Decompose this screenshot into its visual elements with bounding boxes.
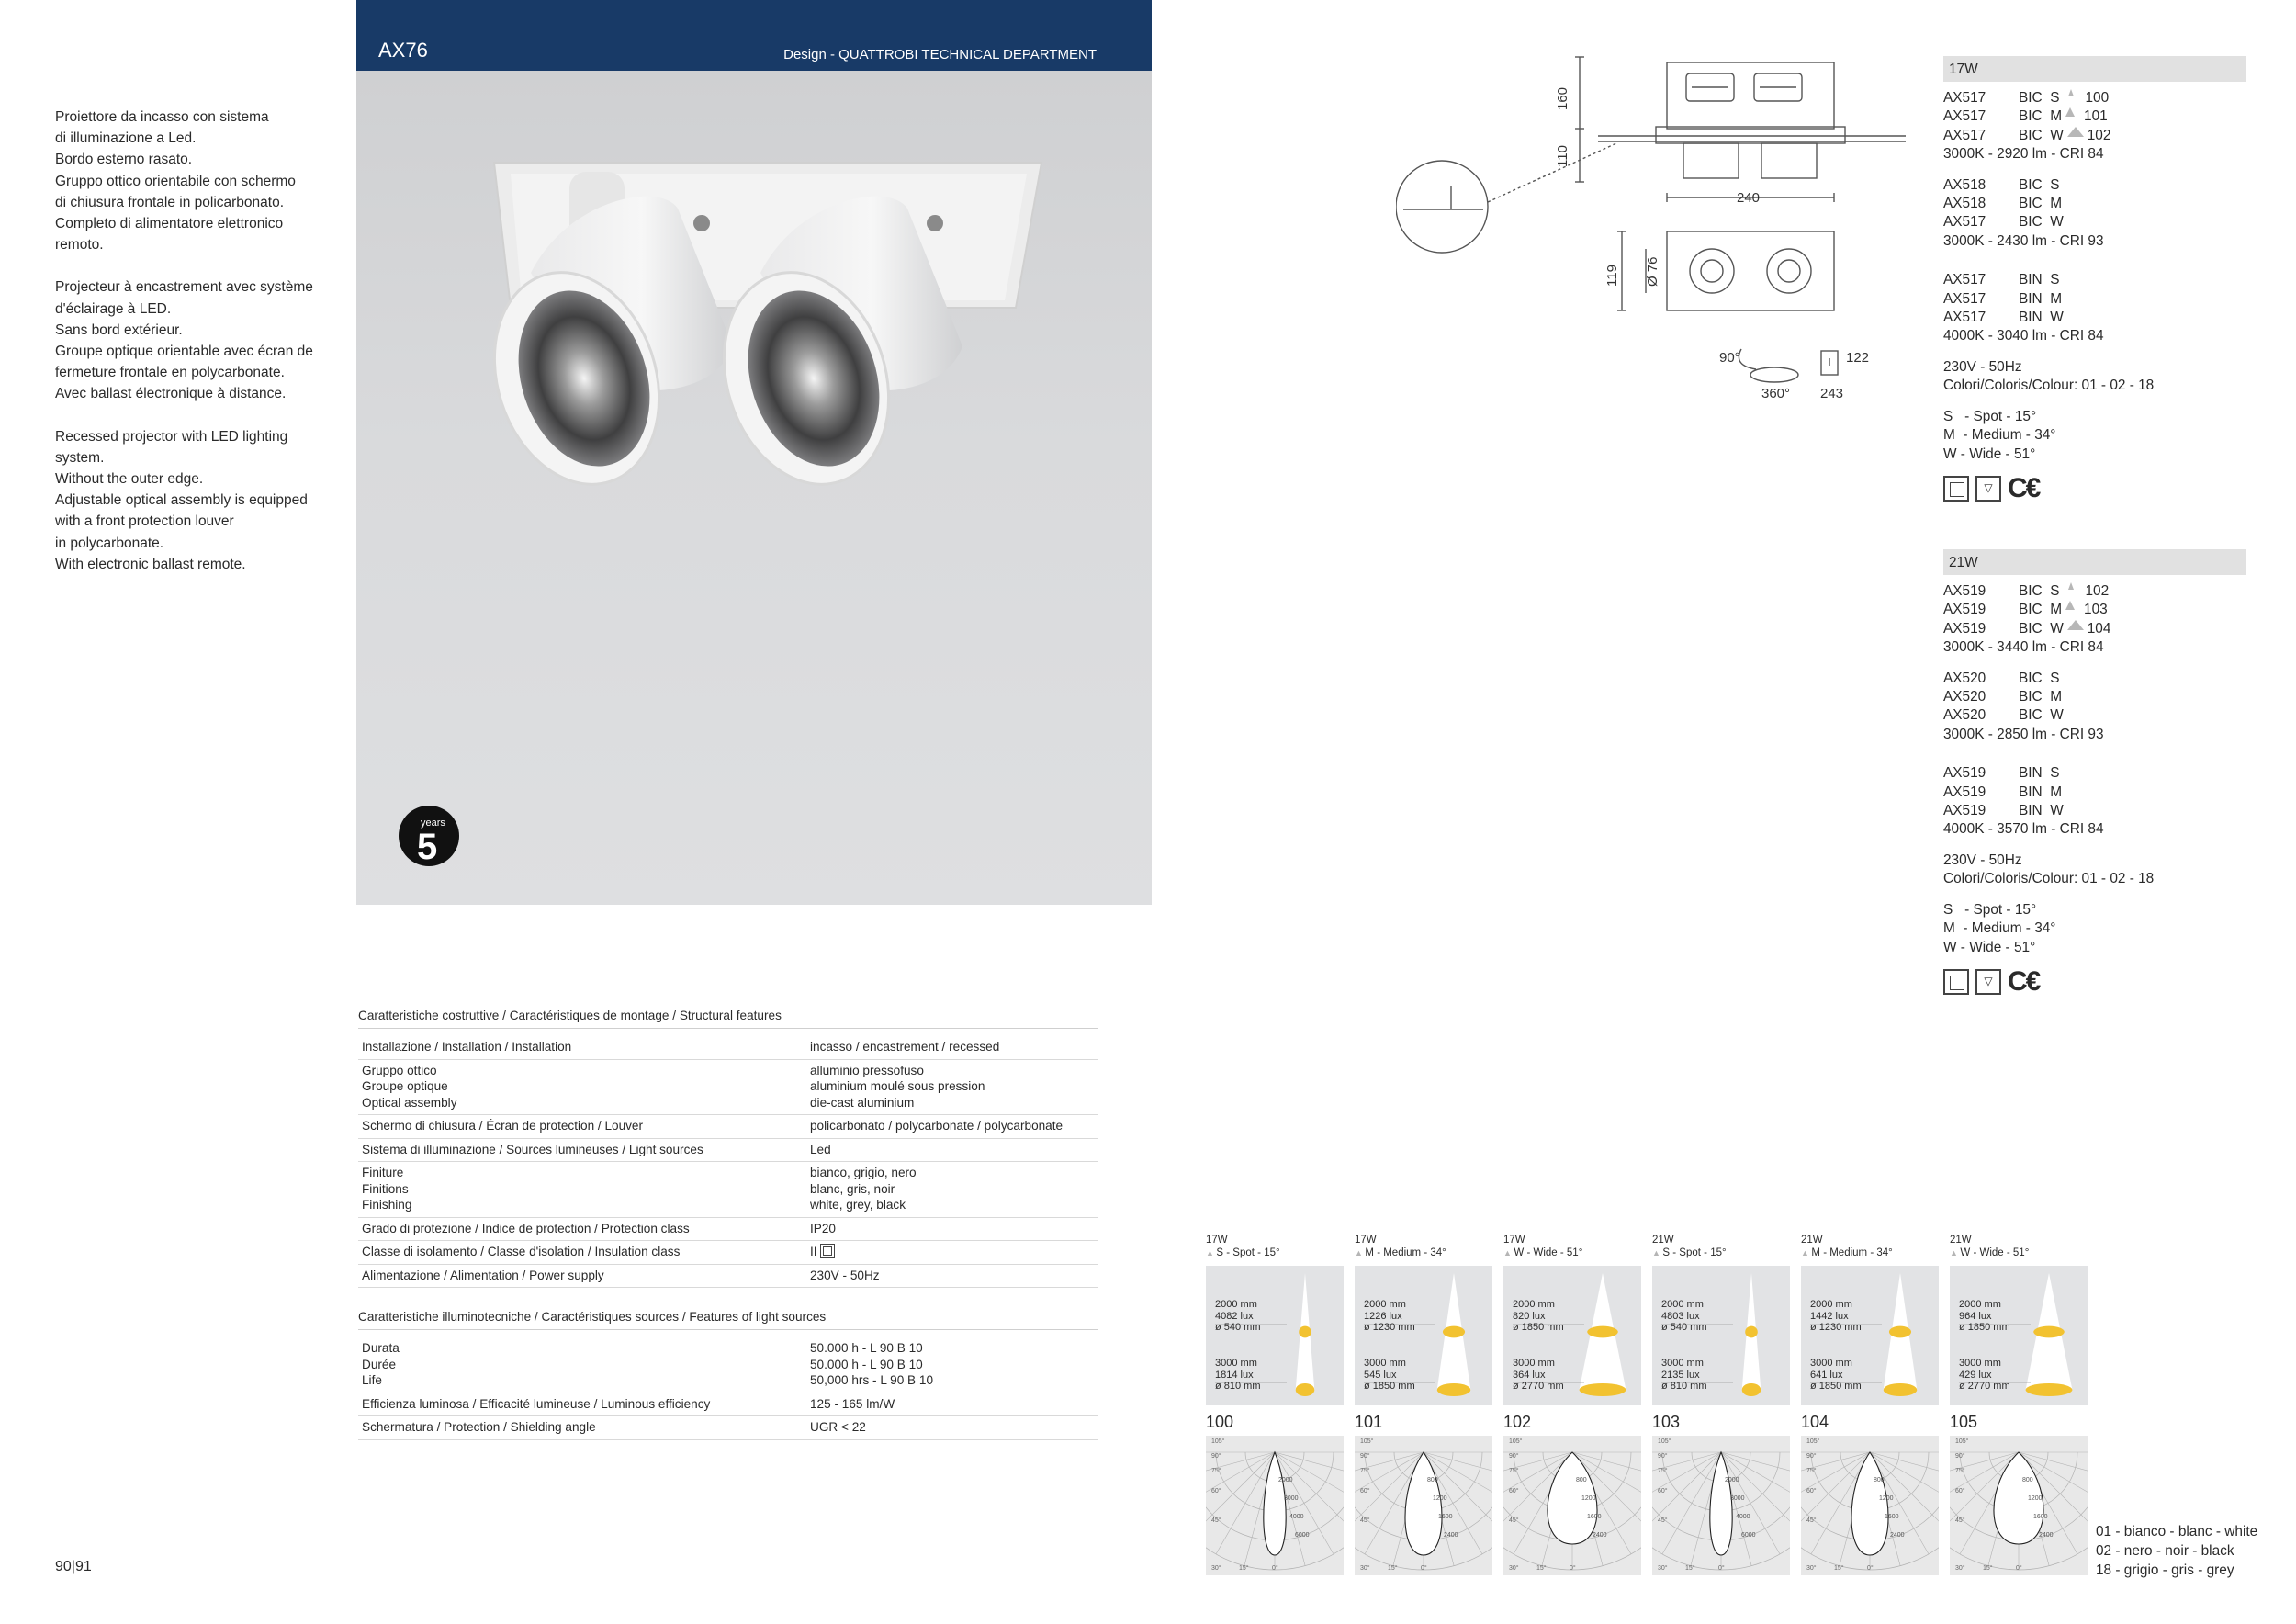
polar-angle-label: 75° xyxy=(1211,1468,1221,1474)
beam-distance-2: 3000 mm 429 lux ø 2770 mm xyxy=(1959,1358,2010,1392)
polar-diagram xyxy=(1503,1436,1641,1575)
polar-angle-label: 45° xyxy=(1509,1517,1519,1524)
beam-wide: W - Wide - 51° xyxy=(1943,445,2036,462)
polar-scale-label: 800 xyxy=(1576,1477,1587,1483)
spec-21w xyxy=(1943,549,2246,995)
table-row xyxy=(358,1036,1098,1060)
luminaire-illustration xyxy=(356,71,1152,905)
beam-spot: S - Spot - 15° xyxy=(1943,901,2037,918)
polar-angle-label: 105° xyxy=(1509,1438,1523,1445)
f-mark-icon: ▽ xyxy=(1975,969,2001,995)
double-insulation-icon xyxy=(1943,476,1969,502)
polar-scale-label: 3000 xyxy=(1284,1495,1299,1502)
row-value: 230V - 50Hz xyxy=(810,1268,880,1282)
row-key: Alimentazione / Alimentation / Power supply xyxy=(362,1268,604,1282)
triangle-icon: ▲ xyxy=(1950,1247,1961,1257)
beam-legend xyxy=(1943,408,2246,464)
model-line: AX519 BIC W 104 xyxy=(1943,620,2111,637)
row-key: Schermatura / Protection / Shielding angle xyxy=(362,1420,596,1434)
model-line: AX519 BIN S xyxy=(1943,765,2060,782)
spec-group xyxy=(1943,271,2246,346)
polar-scale-label: 6000 xyxy=(1295,1532,1310,1539)
row-value: incasso / encastrement / recessed xyxy=(810,1040,1000,1054)
model-line: AX517 BIN W xyxy=(1943,310,2064,326)
table-row xyxy=(358,1241,1098,1265)
product-description xyxy=(55,107,331,596)
beam-wide: W - Wide - 51° xyxy=(1943,939,2036,955)
beam-code: 104 xyxy=(1801,1413,1829,1431)
light-spot xyxy=(1587,1326,1618,1338)
structural-title: Caratteristiche costruttive / Caractéristiques de montage / Structural features xyxy=(358,1009,1098,1029)
beam-card xyxy=(1950,1235,2088,1575)
row-key: Classe di isolamento / Classe d'isolation / Insulation class xyxy=(362,1245,681,1258)
spec-group xyxy=(1943,670,2246,745)
model-line: AX517 BIC M 101 xyxy=(1943,108,2108,125)
colour-white: 01 - bianco - blanc - white xyxy=(2096,1524,2258,1539)
beam-header xyxy=(1503,1235,1641,1264)
polar-scale-label: 2400 xyxy=(1593,1532,1607,1539)
polar-angle-label: 105° xyxy=(1658,1438,1671,1445)
warranty-badge xyxy=(399,806,459,867)
table-row xyxy=(358,1265,1098,1289)
row-key: Schermo di chiusura / Écran de protection / Louver xyxy=(362,1119,644,1133)
group-note: 3000K - 2430 lm - CRI 93 xyxy=(1943,232,2104,249)
row-value: policarbonato / polycarbonate / polycarbonate xyxy=(810,1119,1064,1133)
model-line: AX517 BIC W 102 xyxy=(1943,127,2111,143)
product-code: AX76 xyxy=(378,39,428,62)
polar-angle-label: 90° xyxy=(1509,1453,1519,1460)
power-supply: 230V - 50Hz xyxy=(1943,851,2022,868)
beam-diagram xyxy=(1801,1266,1939,1405)
light-spot xyxy=(1742,1383,1761,1396)
light-spot xyxy=(2026,1383,2073,1396)
intensity-lobe xyxy=(1405,1452,1442,1555)
polar-angle-label: 30° xyxy=(1806,1565,1817,1572)
model-line: AX517 BIN M xyxy=(1943,290,2063,307)
polar-angle-label: 15° xyxy=(1536,1565,1547,1572)
beam-header xyxy=(1355,1235,1492,1264)
beam-header xyxy=(1801,1235,1939,1264)
beam-watt: 21W xyxy=(1950,1235,1972,1246)
model-line: AX517 BIC S 100 xyxy=(1943,90,2110,106)
beam-watt: 21W xyxy=(1652,1235,1674,1246)
polar-scale-label: 2400 xyxy=(1890,1532,1905,1539)
polar-curve xyxy=(1950,1436,2088,1575)
polar-scale-label: 2000 xyxy=(1278,1477,1293,1483)
beam-card xyxy=(1355,1235,1492,1575)
polar-angle-label: 45° xyxy=(1658,1517,1668,1524)
triangle-icon xyxy=(2068,582,2074,590)
model-line: AX520 BIC M xyxy=(1943,689,2063,705)
dim-76: Ø 76 xyxy=(1645,256,1660,287)
description-it: Proiettore da incasso con sistema di illuminazione a Led. Bordo esterno rasato. Gruppo ottico orientabile con schermo di chiusura frontale in policarbonato. Completo di alimentatore elettronico remoto. xyxy=(55,109,296,254)
description-fr: Projecteur à encastrement avec système d'éclairage à LED. Sans bord extérieur. Groupe optique orientable avec écran de fermeture frontale en polycarbonate. Avec ballast électronique à distance. xyxy=(55,279,313,402)
light-spot xyxy=(1437,1383,1471,1396)
beam-watt: 17W xyxy=(1503,1235,1525,1246)
polar-diagram xyxy=(1206,1436,1344,1575)
polar-angle-label: 15° xyxy=(1983,1565,1993,1572)
polar-scale-label: 1600 xyxy=(1885,1514,1899,1520)
polar-angle-label: 75° xyxy=(1806,1468,1817,1474)
dim-160: 160 xyxy=(1555,86,1570,110)
model-line: AX519 BIC M 103 xyxy=(1943,602,2108,618)
polar-angle-label: 30° xyxy=(1509,1565,1519,1572)
product-header xyxy=(356,0,1152,71)
polar-angle-label: 0° xyxy=(1570,1565,1576,1572)
polar-angle-label: 0° xyxy=(1421,1565,1427,1572)
polar-angle-label: 60° xyxy=(1658,1488,1668,1494)
polar-angle-label: 75° xyxy=(1955,1468,1965,1474)
intensity-lobe xyxy=(1264,1452,1286,1555)
intensity-lobe xyxy=(1851,1452,1888,1555)
polar-scale-label: 6000 xyxy=(1741,1532,1756,1539)
polar-angle-label: 0° xyxy=(2016,1565,2022,1572)
technical-drawing xyxy=(1396,46,1910,413)
beam-distance-1: 2000 mm 1226 lux ø 1230 mm xyxy=(1364,1299,1415,1333)
certifications xyxy=(1943,965,2246,997)
polar-scale-label: 1600 xyxy=(1587,1514,1602,1520)
spec-group xyxy=(1943,176,2246,252)
structural-features xyxy=(358,1009,1098,1288)
polar-diagram xyxy=(1950,1436,2088,1575)
beam-card xyxy=(1206,1235,1344,1575)
lighting-title: Caratteristiche illuminotecniche / Caractéristiques sources / Features of light sources xyxy=(358,1310,1098,1330)
beam-header xyxy=(1950,1235,2088,1264)
row-value: alluminio pressofuso aluminium moulé sous pression die-cast aluminium xyxy=(810,1063,985,1110)
insulation-class-value: II xyxy=(810,1245,817,1258)
angle-90: 90° xyxy=(1719,350,1740,366)
beam-diagram xyxy=(1950,1266,2088,1405)
model-line: AX519 BIC S 102 xyxy=(1943,583,2110,599)
polar-scale-label: 1600 xyxy=(1438,1514,1453,1520)
table-row xyxy=(358,1115,1098,1139)
model-line: AX518 BIC S xyxy=(1943,176,2060,193)
polar-angle-label: 15° xyxy=(1239,1565,1249,1572)
polar-angle-label: 0° xyxy=(1867,1565,1874,1572)
triangle-icon: ▲ xyxy=(1355,1247,1366,1257)
polar-diagram xyxy=(1801,1436,1939,1575)
colour-codes: Colori/Coloris/Colour: 01 - 02 - 18 xyxy=(1943,378,2155,394)
beam-diagram xyxy=(1206,1266,1344,1405)
group-note: 4000K - 3040 lm - CRI 84 xyxy=(1943,328,2104,344)
row-value: 125 - 165 lm/W xyxy=(810,1396,895,1411)
polar-scale-label: 1600 xyxy=(2033,1514,2048,1520)
polar-scale-label: 800 xyxy=(2022,1477,2033,1483)
beam-distance-2: 3000 mm 641 lux ø 1850 mm xyxy=(1810,1358,1862,1392)
polar-angle-label: 105° xyxy=(1806,1438,1820,1445)
triangle-icon: ▲ xyxy=(1652,1247,1663,1257)
beam-distance-1: 2000 mm 1442 lux ø 1230 mm xyxy=(1810,1299,1862,1333)
triangle-icon xyxy=(2067,620,2084,630)
polar-scale-label: 3000 xyxy=(1730,1495,1745,1502)
polar-scale-label: 2400 xyxy=(2039,1532,2054,1539)
row-key: Installazione / Installation / Installation xyxy=(362,1040,572,1054)
beam-distance-2: 3000 mm 364 lux ø 2770 mm xyxy=(1513,1358,1564,1392)
model-line: AX517 BIN S xyxy=(1943,272,2060,288)
beam-distance-1: 2000 mm 4082 lux ø 540 mm xyxy=(1215,1299,1261,1333)
polar-angle-label: 105° xyxy=(1360,1438,1374,1445)
polar-scale-label: 4000 xyxy=(1289,1514,1304,1520)
row-key: Durata Durée Life xyxy=(362,1341,400,1387)
ce-mark-icon: C€ xyxy=(2008,965,2040,997)
beam-type: M - Medium - 34° xyxy=(1365,1246,1446,1258)
light-spot xyxy=(1580,1383,1626,1396)
polar-angle-label: 30° xyxy=(1955,1565,1965,1572)
light-spot xyxy=(1745,1326,1758,1338)
spec-band: 21W xyxy=(1943,549,2246,575)
colour-black: 02 - nero - noir - black xyxy=(2096,1543,2234,1559)
triangle-icon xyxy=(2068,89,2074,96)
beam-type: W - Wide - 51° xyxy=(1514,1246,1583,1258)
beam-diagram xyxy=(1503,1266,1641,1405)
polar-angle-label: 75° xyxy=(1360,1468,1370,1474)
polar-angle-label: 45° xyxy=(1806,1517,1817,1524)
polar-angle-label: 60° xyxy=(1806,1488,1817,1494)
beam-legend xyxy=(1943,901,2246,957)
power-info xyxy=(1943,851,2246,889)
ce-mark-icon: C€ xyxy=(2008,472,2040,503)
beam-distance-1: 2000 mm 4803 lux ø 540 mm xyxy=(1661,1299,1707,1333)
spec-17w xyxy=(1943,56,2246,502)
table-row xyxy=(358,1416,1098,1440)
group-note: 3000K - 2850 lm - CRI 93 xyxy=(1943,726,2104,742)
beam-distance-2: 3000 mm 2135 lux ø 810 mm xyxy=(1661,1358,1707,1392)
cut-243: 243 xyxy=(1820,386,1844,401)
beam-type: S - Spot - 15° xyxy=(1216,1246,1280,1258)
table-row xyxy=(358,1060,1098,1116)
beam-watt: 17W xyxy=(1355,1235,1377,1246)
beam-code: 102 xyxy=(1503,1413,1532,1431)
polar-angle-label: 90° xyxy=(1211,1453,1221,1460)
polar-angle-label: 60° xyxy=(1955,1488,1965,1494)
triangle-icon xyxy=(2067,127,2084,137)
polar-scale-label: 800 xyxy=(1427,1477,1438,1483)
beam-type: M - Medium - 34° xyxy=(1811,1246,1893,1258)
polar-scale-label: 4000 xyxy=(1736,1514,1750,1520)
page-number: 90|91 xyxy=(55,1559,92,1574)
product-photo xyxy=(356,71,1152,905)
polar-angle-label: 90° xyxy=(1360,1453,1370,1460)
intensity-lobe xyxy=(1710,1452,1732,1555)
row-key: Gruppo ottico Groupe optique Optical assembly xyxy=(362,1063,457,1110)
beam-distance-2: 3000 mm 1814 lux ø 810 mm xyxy=(1215,1358,1261,1392)
polar-scale-label: 1200 xyxy=(1879,1495,1894,1502)
light-spot xyxy=(1299,1326,1311,1338)
light-spot xyxy=(1443,1326,1465,1338)
beam-card xyxy=(1801,1235,1939,1575)
row-key: Sistema di illuminazione / Sources lumineuses / Light sources xyxy=(362,1142,703,1156)
polar-curve xyxy=(1503,1436,1641,1575)
polar-angle-label: 60° xyxy=(1509,1488,1519,1494)
table-row xyxy=(358,1162,1098,1218)
double-insulation-icon xyxy=(1943,969,1969,995)
polar-angle-label: 75° xyxy=(1658,1468,1668,1474)
polar-scale-label: 2400 xyxy=(1444,1532,1458,1539)
beam-distance-2: 3000 mm 545 lux ø 1850 mm xyxy=(1364,1358,1415,1392)
polar-scale-label: 2000 xyxy=(1725,1477,1739,1483)
polar-angle-label: 45° xyxy=(1955,1517,1965,1524)
row-key: Finiture Finitions Finishing xyxy=(362,1166,412,1212)
description-en: Recessed projector with LED lighting system. Without the outer edge. Adjustable optical assembly is equipped with a front protection louver in polycarbonate. With electronic ballast remote. xyxy=(55,428,308,572)
beam-card xyxy=(1652,1235,1790,1575)
beam-type: W - Wide - 51° xyxy=(1960,1246,2030,1258)
group-note: 4000K - 3570 lm - CRI 84 xyxy=(1943,821,2104,838)
polar-angle-label: 60° xyxy=(1211,1488,1221,1494)
polar-angle-label: 90° xyxy=(1806,1453,1817,1460)
polar-scale-label: 1200 xyxy=(1433,1495,1447,1502)
colour-codes: Colori/Coloris/Colour: 01 - 02 - 18 xyxy=(1943,871,2155,887)
triangle-icon: ▲ xyxy=(1801,1247,1812,1257)
certifications xyxy=(1943,472,2246,503)
polar-curve xyxy=(1355,1436,1492,1575)
spec-band: 17W xyxy=(1943,56,2246,82)
table-row xyxy=(358,1337,1098,1393)
model-line: AX520 BIC S xyxy=(1943,670,2060,686)
polar-scale-label: 1200 xyxy=(2028,1495,2043,1502)
polar-angle-label: 30° xyxy=(1360,1565,1370,1572)
f-mark-icon: ▽ xyxy=(1975,476,2001,502)
beam-spot: S - Spot - 15° xyxy=(1943,408,2037,424)
polar-angle-label: 75° xyxy=(1509,1468,1519,1474)
colour-legend xyxy=(2096,1522,2257,1580)
polar-angle-label: 30° xyxy=(1658,1565,1668,1572)
model-line: AX518 BIC M xyxy=(1943,196,2063,212)
light-spot xyxy=(1889,1326,1911,1338)
lighting-features xyxy=(358,1310,1098,1440)
group-note: 3000K - 2920 lm - CRI 84 xyxy=(1943,146,2104,163)
polar-angle-label: 0° xyxy=(1718,1565,1725,1572)
polar-angle-label: 0° xyxy=(1272,1565,1278,1572)
triangle-icon: ▲ xyxy=(1206,1247,1217,1257)
polar-curve xyxy=(1206,1436,1344,1575)
model-line: AX519 BIN W xyxy=(1943,803,2064,819)
beam-header xyxy=(1206,1235,1344,1264)
dim-240: 240 xyxy=(1737,190,1761,206)
polar-angle-label: 105° xyxy=(1211,1438,1225,1445)
power-supply: 230V - 50Hz xyxy=(1943,358,2022,375)
beam-type: S - Spot - 15° xyxy=(1662,1246,1727,1258)
polar-angle-label: 15° xyxy=(1834,1565,1844,1572)
table-row xyxy=(358,1218,1098,1242)
beam-diagram xyxy=(1652,1266,1790,1405)
light-spot xyxy=(2033,1326,2065,1338)
polar-diagram xyxy=(1355,1436,1492,1575)
spec-group xyxy=(1943,582,2246,658)
model-line: AX517 BIC W xyxy=(1943,214,2064,231)
triangle-icon xyxy=(2065,107,2075,117)
polar-angle-label: 60° xyxy=(1360,1488,1370,1494)
row-value xyxy=(810,1244,1098,1260)
beam-code: 103 xyxy=(1652,1413,1681,1431)
polar-angle-label: 30° xyxy=(1211,1565,1221,1572)
model-line: AX519 BIN M xyxy=(1943,784,2063,800)
warranty-word: years xyxy=(421,818,445,829)
model-line: AX520 BIC W xyxy=(1943,707,2064,724)
warranty-years: 5 xyxy=(417,827,438,867)
light-spot xyxy=(1296,1383,1315,1396)
beam-distance-1: 2000 mm 964 lux ø 1850 mm xyxy=(1959,1299,2010,1333)
dim-119: 119 xyxy=(1604,265,1620,287)
row-value: bianco, grigio, nero blanc, gris, noir white, grey, black xyxy=(810,1166,917,1212)
beam-watt: 17W xyxy=(1206,1235,1228,1246)
triangle-icon xyxy=(2065,601,2075,610)
power-info xyxy=(1943,358,2246,396)
polar-angle-label: 90° xyxy=(1955,1453,1965,1460)
beam-header xyxy=(1652,1235,1790,1264)
polar-angle-label: 45° xyxy=(1211,1517,1221,1524)
polar-angle-label: 45° xyxy=(1360,1517,1370,1524)
cut-122: 122 xyxy=(1846,350,1870,366)
beam-watt: 21W xyxy=(1801,1235,1823,1246)
beam-code: 100 xyxy=(1206,1413,1234,1431)
beam-diagram xyxy=(1355,1266,1492,1405)
beam-card xyxy=(1503,1235,1641,1575)
double-insulation-icon xyxy=(820,1244,835,1258)
angle-360: 360° xyxy=(1761,386,1791,401)
polar-scale-label: 800 xyxy=(1874,1477,1885,1483)
row-value: UGR < 22 xyxy=(810,1420,866,1434)
spec-group xyxy=(1943,89,2246,164)
beam-medium: M - Medium - 34° xyxy=(1943,427,2056,444)
polar-curve xyxy=(1801,1436,1939,1575)
polar-angle-label: 15° xyxy=(1685,1565,1695,1572)
colour-grey: 18 - grigio - gris - grey xyxy=(2096,1562,2234,1578)
row-key: Efficienza luminosa / Efficacité lumineuse / Luminous efficiency xyxy=(362,1396,711,1411)
spec-group xyxy=(1943,764,2246,840)
row-value: IP20 xyxy=(810,1221,836,1235)
row-value: Led xyxy=(810,1142,831,1156)
designer-credit: Design - QUATTROBI TECHNICAL DEPARTMENT xyxy=(783,47,1097,62)
polar-angle-label: 90° xyxy=(1658,1453,1668,1460)
table-row xyxy=(358,1139,1098,1163)
group-note: 3000K - 3440 lm - CRI 84 xyxy=(1943,639,2104,656)
beam-code: 101 xyxy=(1355,1413,1383,1431)
polar-diagram xyxy=(1652,1436,1790,1575)
triangle-icon: ▲ xyxy=(1503,1247,1514,1257)
light-spot xyxy=(1884,1383,1918,1396)
polar-angle-label: 105° xyxy=(1955,1438,1969,1445)
row-value: 50.000 h - L 90 B 10 50.000 h - L 90 B 10 50,000 hrs - L 90 B 10 xyxy=(810,1341,934,1387)
row-key: Grado di protezione / Indice de protection / Protection class xyxy=(362,1221,690,1235)
beam-medium: M - Medium - 34° xyxy=(1943,920,2056,937)
table-row xyxy=(358,1393,1098,1417)
dim-110: 110 xyxy=(1555,145,1570,167)
beam-distance-1: 2000 mm 820 lux ø 1850 mm xyxy=(1513,1299,1564,1333)
polar-angle-label: 15° xyxy=(1388,1565,1398,1572)
polar-curve xyxy=(1652,1436,1790,1575)
beam-code: 105 xyxy=(1950,1413,1978,1431)
polar-scale-label: 1200 xyxy=(1581,1495,1596,1502)
